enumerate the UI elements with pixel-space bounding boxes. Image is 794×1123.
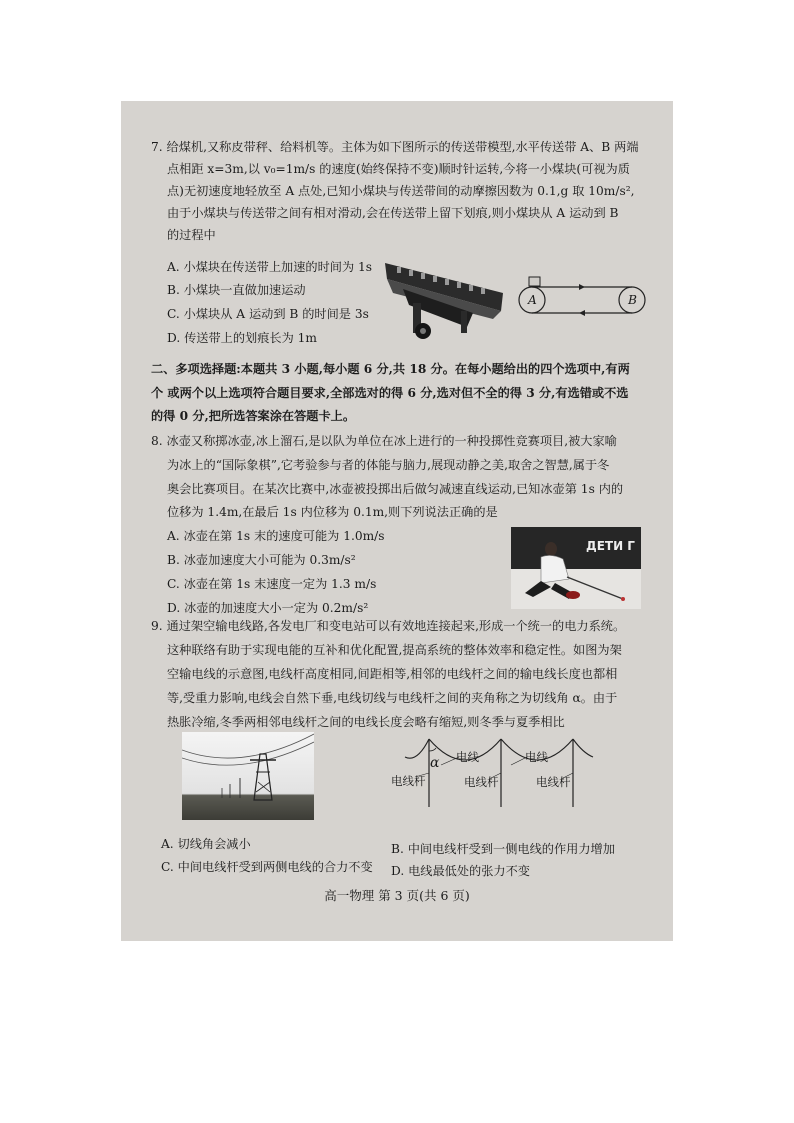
belt-label-a: A: [528, 293, 537, 307]
q9-line-2: 这种联络有助于实现电能的互补和优化配置,提高系统的整体效率和稳定性。如图为架: [167, 643, 622, 657]
wire-label-2: 电线: [525, 750, 548, 764]
q8-option-a: A. 冰壶在第 1s 末的速度可能为 1.0m/s: [167, 529, 385, 543]
q8-option-c: C. 冰壶在第 1s 末速度一定为 1.3 m/s: [167, 577, 377, 591]
q8-line-3: 奥会比赛项目。在某次比赛中,冰壶被投掷出后做匀减速直线运动,已知冰壶第 1s 内的: [167, 482, 624, 496]
curling-player-figure: [511, 527, 641, 609]
q8-option-d: D. 冰壶的加速度大小一定为 0.2m/s²: [167, 601, 369, 615]
q8-line-1: 8. 冰壶又称掷冰壶,冰上溜石,是以队为单位在冰上进行的一种投掷性竞赛项目,被大家喻: [151, 434, 617, 448]
q9-option-a: A. 切线角会减小: [161, 837, 251, 851]
power-line-schematic: [385, 737, 605, 807]
conveyor-machine-photo: [383, 253, 505, 341]
q7-line-1: 7. 给煤机,又称皮带秤、给料机等。主体为如下图所示的传送带模型,水平传送带 A、B 两端: [151, 140, 639, 154]
exam-page: [121, 101, 673, 941]
q7-line-3: 点)无初速度地轻放至 A 点处,已知小煤块与传送带间的动摩擦因数为 0.1,g 取 10m/s²,: [167, 184, 635, 198]
section2-line-1: 二、多项选择题:本题共 3 小题,每小题 6 分,共 18 分。在每小题给出的四个选项中,有两: [151, 362, 630, 376]
q7-option-b: B. 小煤块一直做加速运动: [167, 283, 306, 297]
q9-option-c: C. 中间电线杆受到两侧电线的合力不变: [161, 860, 373, 874]
q7-line-2: 点相距 x=3m,以 v₀=1m/s 的速度(始终保持不变)顺时针运转,今将一小煤块(可视为质: [167, 162, 630, 176]
q7-option-c: C. 小煤块从 A 运动到 B 的时间是 3s: [167, 307, 369, 321]
q7-option-d: D. 传送带上的划痕长为 1m: [167, 331, 317, 345]
pole-label-3: 电线杆: [536, 775, 571, 789]
belt-label-b: B: [628, 293, 637, 307]
q9-option-d: D. 电线最低处的张力不变: [391, 864, 530, 878]
pole-label-1: 电线杆: [391, 774, 426, 788]
power-line-photo: [182, 732, 314, 820]
q8-option-b: B. 冰壶加速度大小可能为 0.3m/s²: [167, 553, 356, 567]
q8-line-4: 位移为 1.4m,在最后 1s 内位移为 0.1m,则下列说法正确的是: [167, 505, 498, 519]
curling-banner-text: ДЕТИ Г: [586, 539, 635, 553]
section2-line-3: 的得 0 分,把所选答案涂在答题卡上。: [151, 409, 356, 423]
q9-line-1: 9. 通过架空输电线路,各发电厂和变电站可以有效地连接起来,形成一个统一的电力系统。: [151, 619, 626, 633]
q7-line-5: 的过程中: [167, 228, 216, 242]
page-footer: 高一物理 第 3 页(共 6 页): [324, 888, 470, 903]
curling-photo: [511, 527, 641, 609]
q9-line-4: 等,受重力影响,电线会自然下垂,电线切线与电线杆之间的夹角称之为切线角 α。由于: [167, 691, 618, 705]
q9-option-b: B. 中间电线杆受到一侧电线的作用力增加: [391, 842, 615, 856]
wire-label-1: 电线: [456, 750, 479, 764]
q7-line-4: 由于小煤块与传送带之间有相对滑动,会在传送带上留下划痕,则小煤块从 A 运动到 B: [167, 206, 619, 220]
q9-line-3: 空输电线的示意图,电线杆高度相同,间距相等,相邻的电线杆之间的输电线长度也都相: [167, 667, 618, 681]
q7-option-a: A. 小煤块在传送带上加速的时间为 1s: [167, 260, 373, 274]
section2-line-2: 个 或两个以上选项符合题目要求,全部选对的得 6 分,选对但不全的得 3 分,有选错或不选: [151, 386, 629, 400]
q9-line-5: 热胀冷缩,冬季两相邻电线杆之间的电线长度会略有缩短,则冬季与夏季相比: [167, 715, 565, 729]
pole-label-2: 电线杆: [464, 775, 499, 789]
alpha-label: α: [430, 755, 440, 771]
q8-line-2: 为冰上的“国际象棋”,它考验参与者的体能与脑力,展现动静之美,取舍之智慧,属于冬: [167, 458, 610, 472]
